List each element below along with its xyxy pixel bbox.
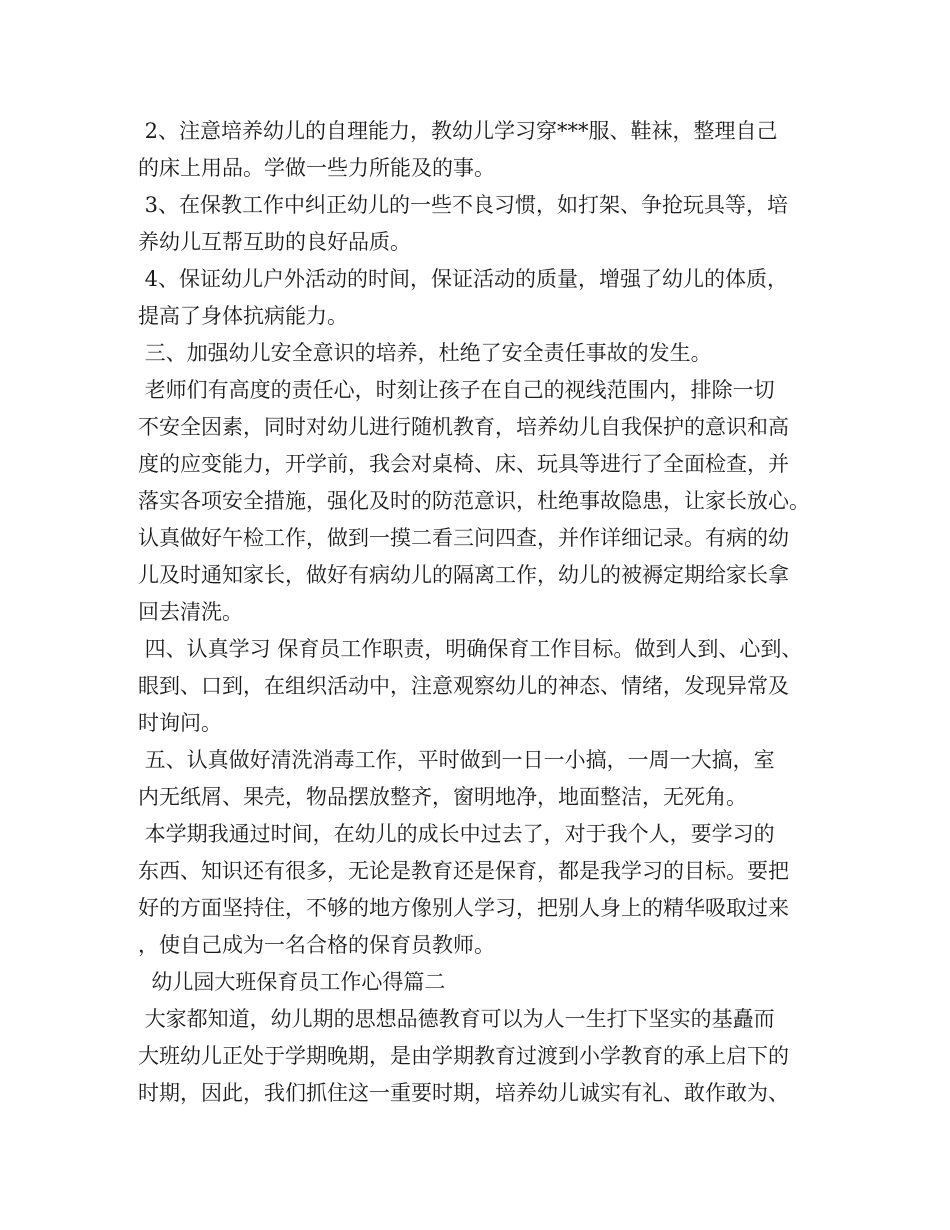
text-line: 眼到、口到，在组织活动中，注意观察幼儿的神态、情绪，发现异常及 (138, 674, 789, 698)
document-body (138, 113, 838, 1112)
text-line: ，使自己成为一名合格的保育员教师。 (138, 933, 495, 957)
text-line: 不安全因素，同时对幼儿进行随机教育，培养幼儿自我保护的意识和高 (138, 415, 789, 439)
text-line: 的床上用品。学做一些力所能及的事。 (138, 156, 495, 180)
text-line: 儿及时通知家长，做好有病幼儿的隔离工作，幼儿的被褥定期给家长拿 (138, 563, 789, 587)
text-line: 认真做好午检工作，做到一摸二看三问四查，并作详细记录。有病的幼 (138, 526, 789, 550)
text-line: 回去清洗。 (138, 600, 243, 624)
text-line: 内无纸屑、果壳，物品摆放整齐，窗明地净，地面整洁，无死角。 (138, 785, 747, 809)
text-line: 时询问。 (138, 711, 222, 735)
text-line: 大班幼儿正处于学期晚期，是由学期教育过渡到小学教育的承上启下的 (138, 1044, 789, 1068)
text-line: 落实各项安全措施，强化及时的防范意识，杜绝事故隐患，让家长放心。 (138, 489, 810, 513)
text-line: 3、在保教工作中纠正幼儿的一些不良习惯，如打架、争抢玩具等，培 (138, 193, 789, 217)
text-line: 大家都知道，幼儿期的思想品德教育可以为人一生打下坚实的基矗而 (138, 1007, 775, 1031)
text-line: 东西、知识还有很多，无论是教育还是保育，都是我学习的目标。要把 (138, 859, 789, 883)
text-line: 好的方面坚持住，不够的地方像别人学习，把别人身上的精华吸取过来 (138, 896, 789, 920)
text-line: 本学期我通过时间，在幼儿的成长中过去了，对于我个人，要学习的 (138, 822, 775, 846)
text-line: 老师们有高度的责任心，时刻让孩子在自己的视线范围内，排除一切 (138, 378, 775, 402)
text-line: 4、保证幼儿户外活动的时间，保证活动的质量，增强了幼儿的体质， (138, 267, 789, 291)
section-heading-3: 三、加强幼儿安全意识的培养，杜绝了安全责任事故的发生。 (138, 341, 712, 365)
article-subtitle: 幼儿园大班保育员工作心得篇二 (138, 970, 446, 994)
section-heading-4: 四、认真学习 保育员工作职责，明确保育工作目标。做到人到、心到、 (138, 637, 803, 661)
text-line: 2、注意培养幼儿的自理能力，教幼儿学习穿***服、鞋袜，整理自己 (138, 119, 778, 143)
section-heading-5: 五、认真做好清洗消毒工作，平时做到一日一小搞，一周一大搞，室 (138, 748, 775, 772)
text-line: 养幼儿互帮互助的良好品质。 (138, 230, 411, 254)
text-line: 提高了身体抗病能力。 (138, 304, 348, 328)
text-line: 时期，因此，我们抓住这一重要时期，培养幼儿诚实有礼、敢作敢为、 (138, 1081, 789, 1105)
text-line: 度的应变能力，开学前，我会对桌椅、床、玩具等进行了全面检查，并 (138, 452, 789, 476)
